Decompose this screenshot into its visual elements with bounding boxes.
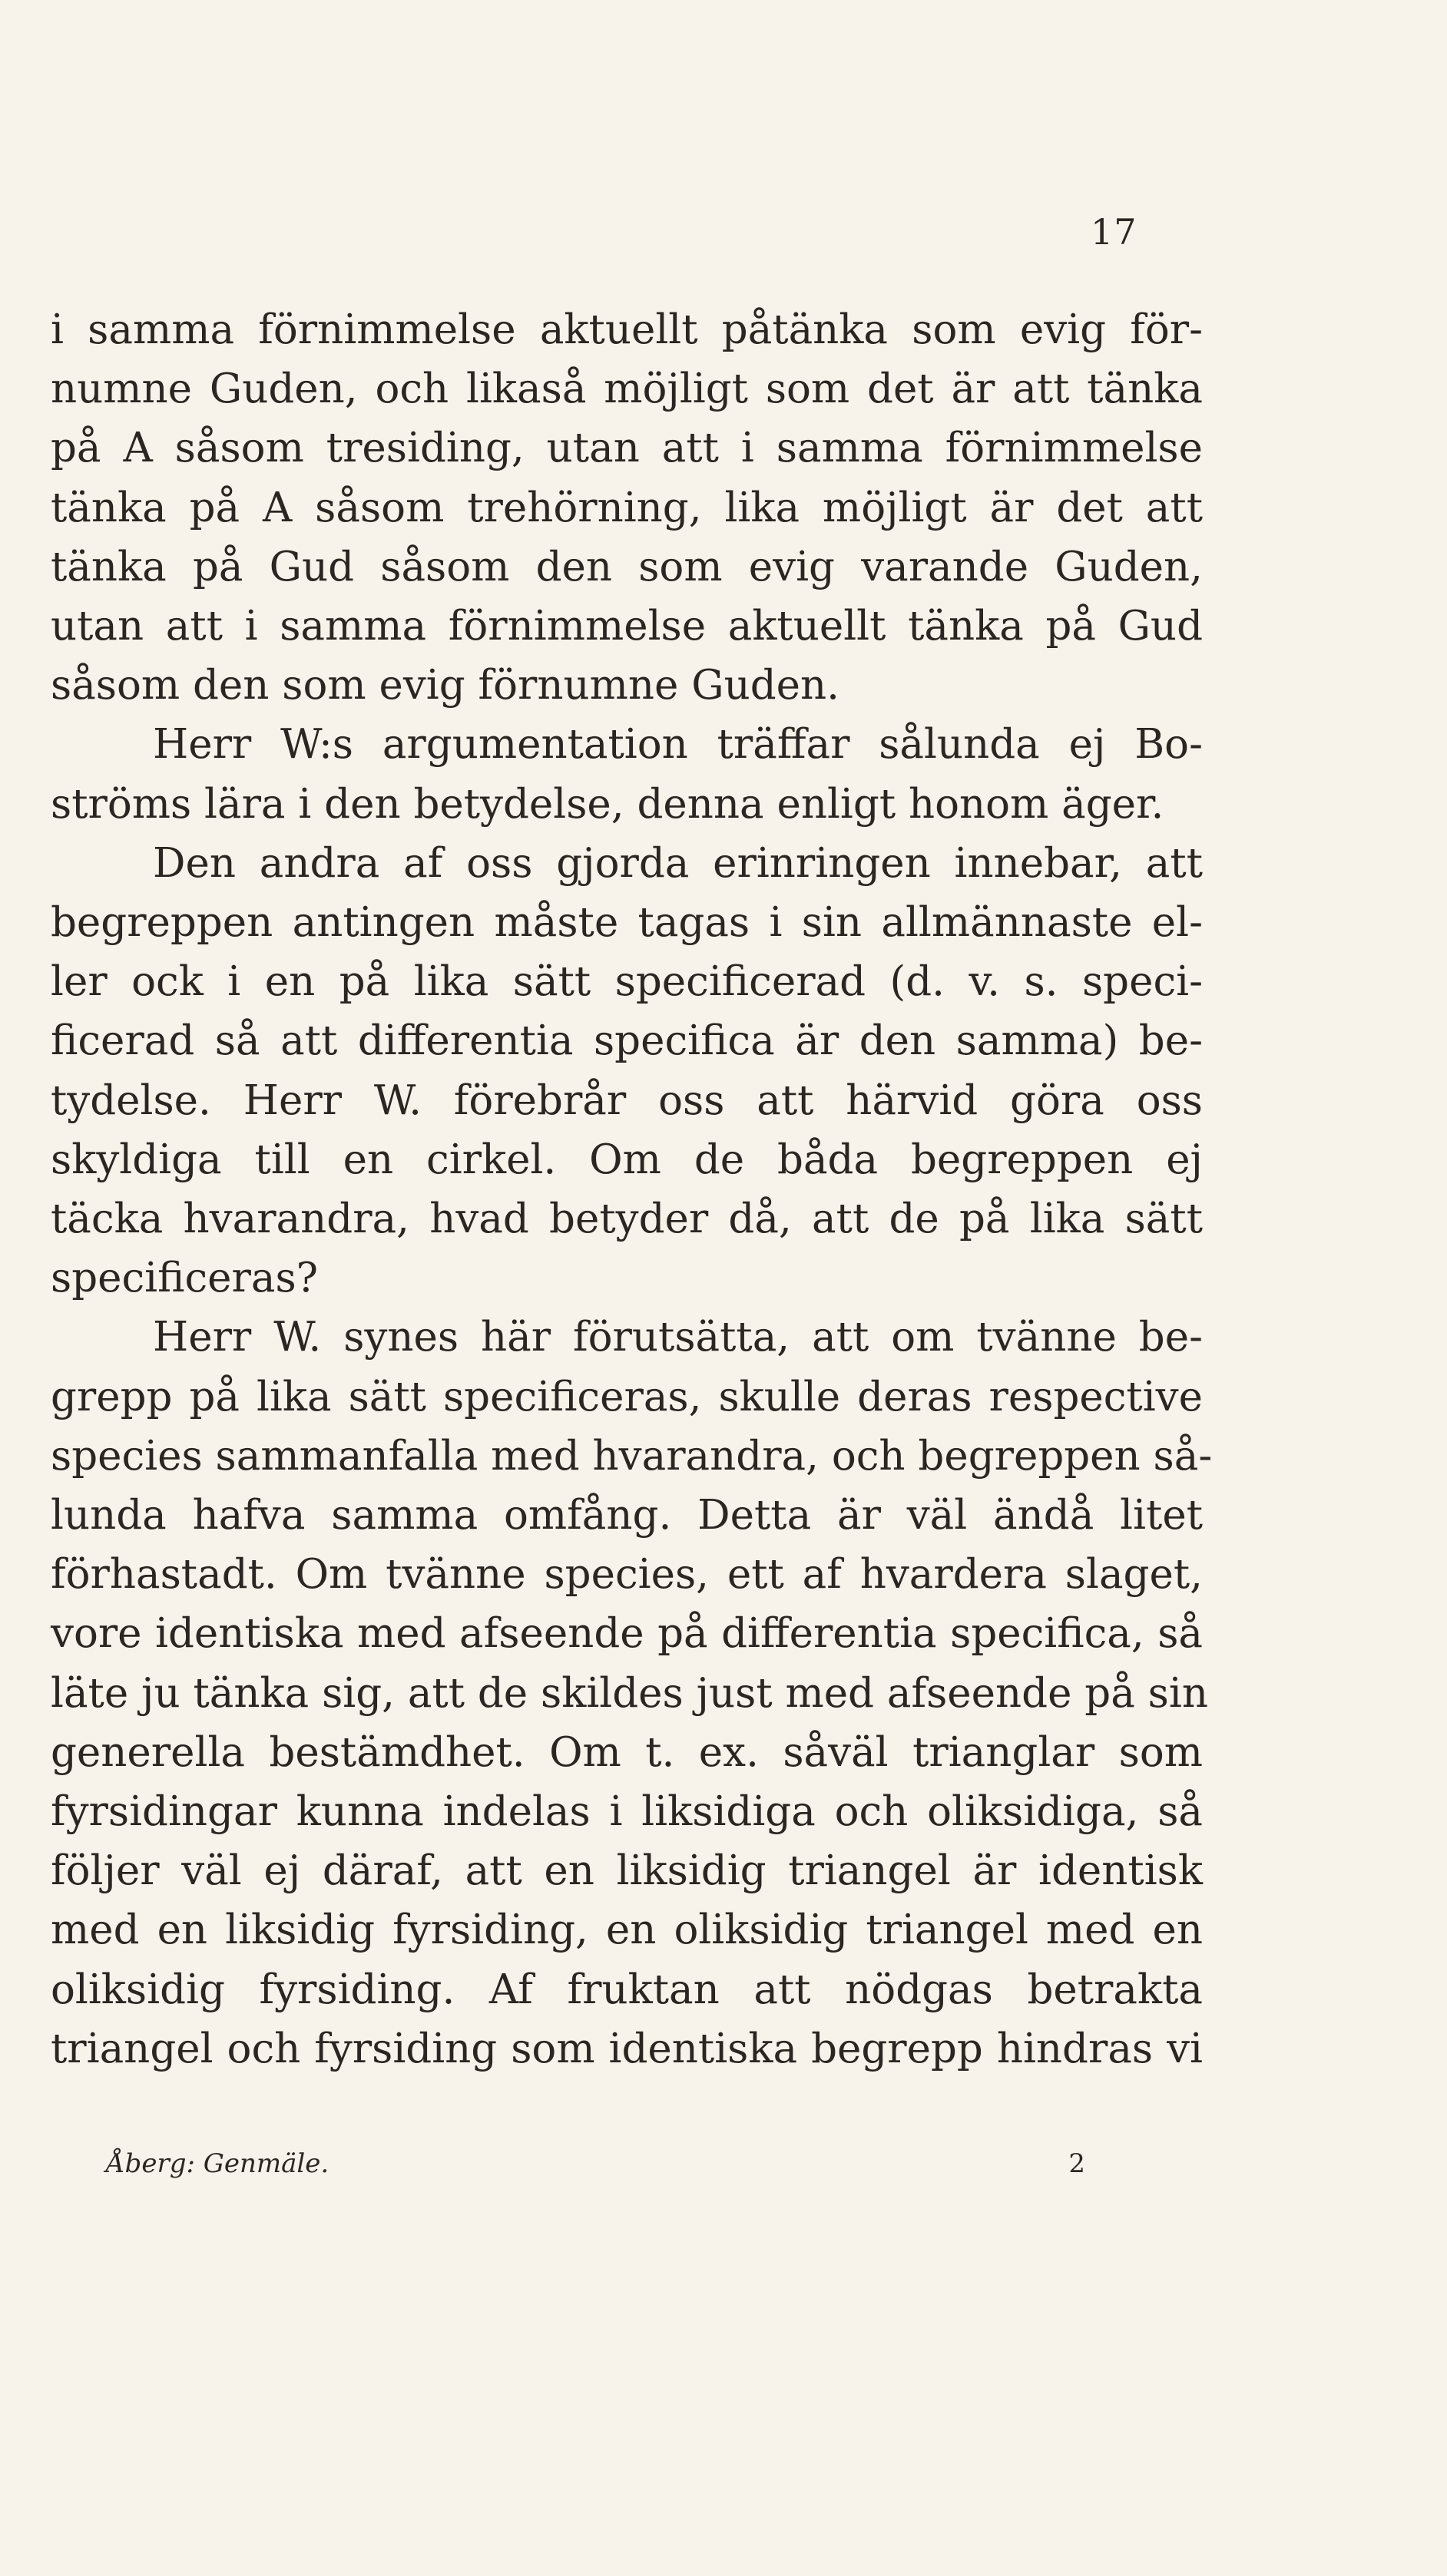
text-line: fyrsidingar kunna indelas i liksidiga och oliksidiga, så — [51, 1788, 1203, 1836]
page-number: 17 — [1091, 211, 1137, 253]
page-footer — [106, 2148, 1085, 2179]
running-title: Åberg: Genmäle. — [106, 2148, 329, 2179]
body-text — [51, 300, 1213, 2078]
text-line: följer väl ej däraf, att en liksidig triangel är identisk — [51, 1847, 1203, 1895]
text-line: täcka hvarandra, hvad betyder då, att de på lika sätt — [51, 1195, 1203, 1243]
text-line: grepp på lika sätt specificeras, skulle deras respective — [51, 1373, 1203, 1420]
text-line: numne Guden, och likaså möjligt som det är att tänka — [51, 365, 1203, 413]
text-line: såsom den som evig förnumne Guden. — [51, 662, 840, 709]
text-line: med en liksidig fyrsiding, en oliksidig triangel med en — [51, 1906, 1203, 1954]
text-line: tänka på A såsom trehörning, lika möjligt är det att — [51, 484, 1203, 531]
text-line: tänka på Gud såsom den som evig varande Guden, — [51, 543, 1203, 590]
text-line: ströms lära i den betydelse, denna enligt honom äger. — [51, 780, 1164, 828]
text-line: generella bestämdhet. Om t. ex. såväl trianglar som — [51, 1728, 1203, 1776]
signature-mark: 2 — [1068, 2148, 1085, 2179]
text-line: oliksidig fyrsiding. Af fruktan att nödgas betrakta — [51, 1966, 1203, 2013]
text-line: i samma förnimmelse aktuellt påtänka som evig för- — [51, 306, 1203, 353]
text-line: specificeras? — [51, 1255, 319, 1302]
text-line: species sammanfalla med hvarandra, och begreppen så- — [51, 1432, 1213, 1480]
text-line: triangel och fyrsiding som identiska begrepp hindras vi — [51, 2025, 1203, 2072]
text-line: utan att i samma förnimmelse aktuellt tänka på Gud — [51, 603, 1203, 650]
text-line: skyldiga till en cirkel. Om de båda begreppen ej — [51, 1136, 1203, 1183]
text-line: lunda hafva samma omfång. Detta är väl ändå litet — [51, 1492, 1203, 1539]
text-line: läte ju tänka sig, att de skildes just med afseende på sin — [51, 1669, 1208, 1717]
text-line: vore identiska med afseende på differentia specifica, så — [51, 1610, 1203, 1658]
text-line: tydelse. Herr W. förebrår oss att härvid göra oss — [51, 1076, 1203, 1124]
text-line: Den andra af oss gjorda erinringen innebar, att — [153, 839, 1203, 887]
text-line: förhastadt. Om tvänne species, ett af hvardera slaget, — [51, 1551, 1203, 1599]
text-line: Herr W. synes här förutsätta, att om tvänne be- — [153, 1314, 1203, 1361]
text-line: begreppen antingen måste tagas i sin allmännaste el- — [51, 899, 1203, 947]
text-line: Herr W:s argumentation träffar sålunda ej Bo- — [153, 721, 1203, 769]
text-line: på A såsom tresiding, utan att i samma förnimmelse — [51, 425, 1203, 472]
text-line: ler ock i en på lika sätt specificerad (d. v. s. speci- — [51, 958, 1203, 1006]
text-line: ficerad så att differentia specifica är den samma) be- — [51, 1017, 1203, 1065]
